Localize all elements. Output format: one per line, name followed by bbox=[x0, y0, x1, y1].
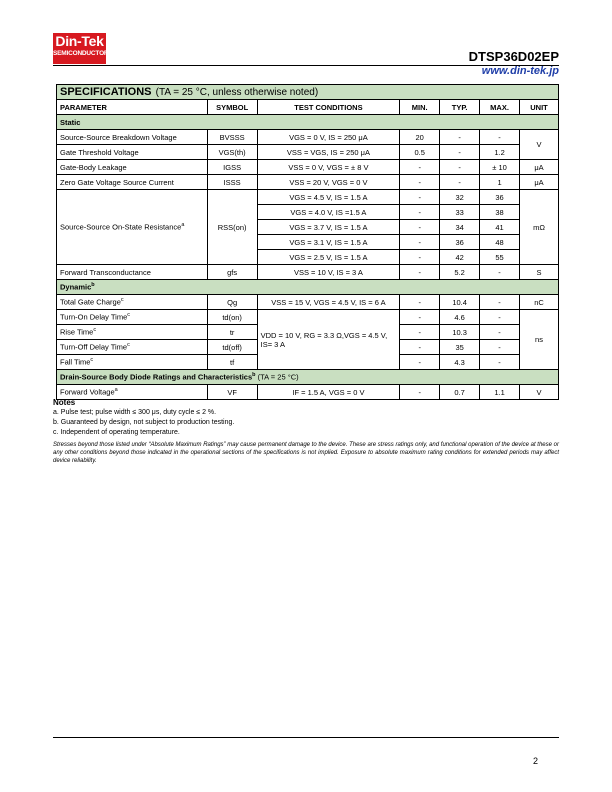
footnote-ref: c bbox=[93, 327, 97, 334]
dynamic-label: Dynamic bbox=[60, 282, 92, 292]
table-row bbox=[57, 310, 559, 325]
min-cell: - bbox=[400, 235, 440, 250]
symbol-cell: ISSS bbox=[207, 175, 257, 190]
min-cell: - bbox=[400, 355, 440, 370]
min-cell: - bbox=[400, 220, 440, 235]
page-number: 2 bbox=[532, 756, 538, 766]
max-cell: 1.1 bbox=[480, 385, 520, 400]
typ-cell: 5.2 bbox=[440, 265, 480, 280]
max-cell: 1 bbox=[480, 175, 520, 190]
cond-cell: VSS = VGS, IS = 250 μA bbox=[257, 145, 400, 160]
typ-cell: - bbox=[440, 160, 480, 175]
table-row bbox=[57, 295, 559, 310]
min-cell: - bbox=[400, 175, 440, 190]
cond-cell: VSS = 20 V, VGS = 0 V bbox=[257, 175, 400, 190]
col-unit: UNIT bbox=[520, 100, 559, 115]
param-cell bbox=[57, 355, 208, 370]
typ-cell: 42 bbox=[440, 250, 480, 265]
param-cell bbox=[57, 310, 208, 325]
max-cell: - bbox=[480, 295, 520, 310]
stress-disclaimer: Stresses beyond those listed under “Absolute Maximum Ratings” may cause permanent damage to the device. These are stress ratings only, and functional operation of the device at these or any other conditions beyond those indicated in the operational sections of the specifications is not implied. Exposure to absolute maximum rating conditions for extended periods may affect device reliability. bbox=[53, 442, 559, 464]
cond-cell: IF = 1.5 A, VGS = 0 V bbox=[257, 385, 400, 400]
min-cell: - bbox=[400, 325, 440, 340]
company-logo bbox=[53, 33, 109, 64]
max-cell: - bbox=[480, 325, 520, 340]
section-dynamic bbox=[57, 280, 559, 295]
cond-cell: VDD = 10 V, RG = 3.3 Ω,VGS = 4.5 V, IS= 3 A bbox=[257, 310, 400, 370]
param-cell bbox=[57, 295, 208, 310]
symbol-cell: tr bbox=[207, 325, 257, 340]
table-row bbox=[57, 145, 559, 160]
max-cell: - bbox=[480, 310, 520, 325]
symbol-cell: VF bbox=[207, 385, 257, 400]
rss-param-label: Source-Source On-State Resistance bbox=[60, 222, 182, 232]
table-row bbox=[57, 130, 559, 145]
symbol-cell: BVSSS bbox=[207, 130, 257, 145]
typ-cell: 10.4 bbox=[440, 295, 480, 310]
col-min: MIN. bbox=[400, 100, 440, 115]
table-title-row bbox=[57, 85, 559, 100]
footnote-ref: b bbox=[91, 282, 95, 289]
unit-cell: μA bbox=[520, 160, 559, 175]
cond-cell: VSS = 10 V, IS = 3 A bbox=[257, 265, 400, 280]
min-cell: - bbox=[400, 385, 440, 400]
specifications-table bbox=[56, 84, 559, 400]
min-cell: - bbox=[400, 340, 440, 355]
cond-cell: VSS = 0 V, VGS = ± 8 V bbox=[257, 160, 400, 175]
param-cell bbox=[57, 190, 208, 265]
typ-cell: 36 bbox=[440, 235, 480, 250]
col-test-conditions: TEST CONDITIONS bbox=[257, 100, 400, 115]
notes-title: Notes bbox=[53, 398, 76, 407]
drain-note: (TA = 25 °C) bbox=[257, 372, 299, 382]
cond-cell: VSS = 15 V, VGS = 4.5 V, IS = 6 A bbox=[257, 295, 400, 310]
symbol-cell: RSS(on) bbox=[207, 190, 257, 265]
param-cell bbox=[57, 340, 208, 355]
vf-param-label: Forward Voltage bbox=[60, 387, 115, 397]
symbol-cell: IGSS bbox=[207, 160, 257, 175]
symbol-cell: VGS(th) bbox=[207, 145, 257, 160]
table-row bbox=[57, 190, 559, 205]
col-parameter: PARAMETER bbox=[57, 100, 208, 115]
footnote-ref: c bbox=[120, 297, 124, 304]
unit-cell: S bbox=[520, 265, 559, 280]
symbol-cell: gfs bbox=[207, 265, 257, 280]
typ-cell: 0.7 bbox=[440, 385, 480, 400]
cond-cell: VGS = 2.5 V, IS = 1.5 A bbox=[257, 250, 400, 265]
switching-param-label: Rise Time bbox=[60, 327, 94, 337]
param-cell: Source-Source Breakdown Voltage bbox=[57, 130, 208, 145]
max-cell: 38 bbox=[480, 205, 520, 220]
column-header-row bbox=[57, 100, 559, 115]
qg-param-label: Total Gate Charge bbox=[60, 297, 121, 307]
unit-cell: μA bbox=[520, 175, 559, 190]
footnote-ref: a bbox=[114, 387, 118, 394]
typ-cell: 34 bbox=[440, 220, 480, 235]
col-typ: TYP. bbox=[440, 100, 480, 115]
max-cell: 55 bbox=[480, 250, 520, 265]
logo-subtitle: SEMICONDUCTOR bbox=[53, 50, 109, 57]
symbol-cell: td(off) bbox=[207, 340, 257, 355]
typ-cell: 10.3 bbox=[440, 325, 480, 340]
unit-cell: nC bbox=[520, 295, 559, 310]
min-cell: - bbox=[400, 310, 440, 325]
switching-param-label: Turn-On Delay Time bbox=[60, 312, 128, 322]
cond-cell: VGS = 4.0 V, IS =1.5 A bbox=[257, 205, 400, 220]
cond-cell: VGS = 3.1 V, IS = 1.5 A bbox=[257, 235, 400, 250]
col-max: MAX. bbox=[480, 100, 520, 115]
max-cell: 48 bbox=[480, 235, 520, 250]
min-cell: 0.5 bbox=[400, 145, 440, 160]
typ-cell: 33 bbox=[440, 205, 480, 220]
col-symbol: SYMBOL bbox=[207, 100, 257, 115]
cond-cell: VGS = 4.5 V, IS = 1.5 A bbox=[257, 190, 400, 205]
typ-cell: 32 bbox=[440, 190, 480, 205]
table-row bbox=[57, 265, 559, 280]
min-cell: - bbox=[400, 205, 440, 220]
param-cell: Gate-Body Leakage bbox=[57, 160, 208, 175]
symbol-cell: tf bbox=[207, 355, 257, 370]
cond-cell: VGS = 3.7 V, IS = 1.5 A bbox=[257, 220, 400, 235]
footnote-ref: b bbox=[252, 372, 256, 379]
unit-cell: mΩ bbox=[520, 190, 559, 265]
note-item: b. Guaranteed by design, not subject to production testing. bbox=[53, 419, 235, 426]
typ-cell: - bbox=[440, 175, 480, 190]
website-link[interactable]: www.din-tek.jp bbox=[481, 65, 559, 77]
symbol-cell: Qg bbox=[207, 295, 257, 310]
table-title-note: (TA = 25 °C, unless otherwise noted) bbox=[155, 87, 319, 98]
min-cell: - bbox=[400, 265, 440, 280]
max-cell: - bbox=[480, 355, 520, 370]
table-row bbox=[57, 160, 559, 175]
typ-cell: 35 bbox=[440, 340, 480, 355]
min-cell: - bbox=[400, 160, 440, 175]
min-cell: - bbox=[400, 295, 440, 310]
table-title: SPECIFICATIONS bbox=[60, 86, 152, 98]
note-item: a. Pulse test; pulse width ≤ 300 μs, duty cycle ≤ 2 %. bbox=[53, 409, 217, 416]
typ-cell: - bbox=[440, 145, 480, 160]
min-cell: 20 bbox=[400, 130, 440, 145]
max-cell: - bbox=[480, 340, 520, 355]
min-cell: - bbox=[400, 250, 440, 265]
unit-cell: ns bbox=[520, 310, 559, 370]
footnote-ref: c bbox=[127, 312, 130, 319]
max-cell: - bbox=[480, 130, 520, 145]
max-cell: - bbox=[480, 265, 520, 280]
section-body-diode bbox=[57, 370, 559, 385]
param-cell: Zero Gate Voltage Source Current bbox=[57, 175, 208, 190]
param-cell: Gate Threshold Voltage bbox=[57, 145, 208, 160]
typ-cell: 4.6 bbox=[440, 310, 480, 325]
drain-label: Drain-Source Body Diode Ratings and Characteristics bbox=[60, 372, 253, 382]
notes-section bbox=[53, 398, 559, 465]
switching-param-label: Fall Time bbox=[60, 357, 91, 367]
symbol-cell: td(on) bbox=[207, 310, 257, 325]
min-cell: - bbox=[400, 190, 440, 205]
footer-divider bbox=[53, 737, 559, 738]
typ-cell: 4.3 bbox=[440, 355, 480, 370]
max-cell: 36 bbox=[480, 190, 520, 205]
param-cell: Forward Transconductance bbox=[57, 265, 208, 280]
section-static: Static bbox=[57, 115, 559, 130]
part-number: DTSP36D02EP bbox=[468, 49, 559, 64]
unit-cell: V bbox=[520, 130, 559, 160]
logo-brand: Din-Tek bbox=[55, 33, 104, 49]
footnote-ref: c bbox=[90, 357, 94, 364]
max-cell: 1.2 bbox=[480, 145, 520, 160]
footnote-ref: c bbox=[127, 342, 130, 349]
switching-param-label: Turn-Off Delay Time bbox=[60, 342, 128, 352]
cond-cell: VGS = 0 V, IS = 250 μA bbox=[257, 130, 400, 145]
max-cell: ± 10 bbox=[480, 160, 520, 175]
footnote-ref: a bbox=[181, 222, 185, 229]
typ-cell: - bbox=[440, 130, 480, 145]
note-item: c. Independent of operating temperature. bbox=[53, 429, 180, 436]
unit-cell: V bbox=[520, 385, 559, 400]
table-row bbox=[57, 175, 559, 190]
max-cell: 41 bbox=[480, 220, 520, 235]
param-cell bbox=[57, 325, 208, 340]
